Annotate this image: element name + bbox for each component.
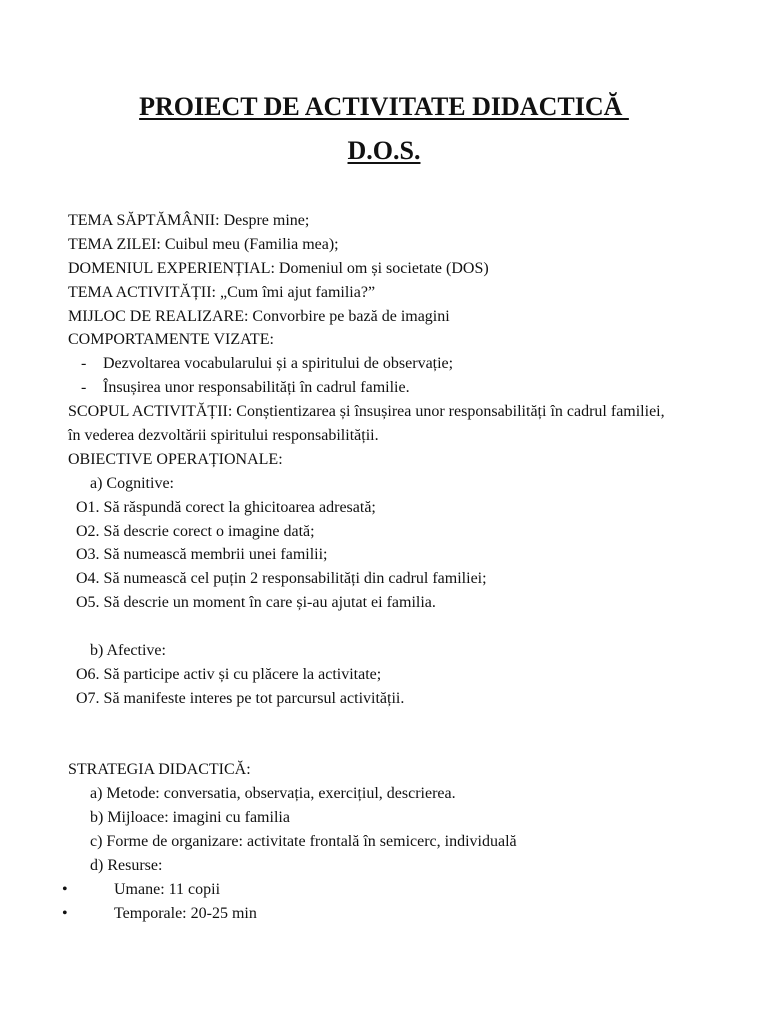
obiective-heading: OBIECTIVE OPERAȚIONALE:	[68, 450, 283, 468]
bullet-icon: •	[62, 880, 68, 898]
obiectiv-item: O1. Să răspundă corect la ghicitoarea adresată;	[76, 498, 376, 516]
dash-marker: -	[81, 355, 87, 373]
strategia-heading: STRATEGIA DIDACTICĂ:	[68, 761, 251, 779]
document-subtitle: D.O.S.	[347, 136, 421, 165]
obiectiv-item: O7. Să manifeste interes pe tot parcursul activității.	[76, 689, 405, 707]
comportament-item	[68, 352, 758, 376]
strategia-forme: c) Forme de organizare: activitate frontală în semicerc, individuală	[90, 833, 517, 851]
obiectiv-item: O4. Să numească cel puțin 2 responsabilități din cadrul familiei;	[76, 570, 487, 588]
resurse-text: Umane: 11 copii	[114, 880, 221, 898]
scopul-activitatii: SCOPUL ACTIVITĂȚII: Conștientizarea și însușirea unor responsabilități în cadrul familiei,	[68, 403, 665, 421]
comportamente-heading: COMPORTAMENTE VIZATE:	[68, 331, 274, 349]
strategia-resurse: d) Resurse:	[90, 857, 163, 875]
comportament-item	[68, 376, 758, 400]
document-title: PROIECT DE ACTIVITATE DIDACTICĂ	[139, 92, 629, 121]
mijloc-de-realizare: MIJLOC DE REALIZARE: Convorbire pe bază de imagini	[68, 307, 450, 325]
strategia-mijloace: b) Mijloace: imagini cu familia	[90, 809, 290, 827]
cognitive-heading: a) Cognitive:	[90, 474, 174, 492]
scopul-activitatii-cont: în vederea dezvoltării spiritului responsabilității.	[68, 427, 379, 445]
document-body	[62, 209, 758, 926]
spacer	[68, 615, 758, 639]
spacer	[68, 711, 758, 735]
resurse-item	[62, 902, 758, 926]
dash-marker: -	[81, 379, 87, 397]
tema-activitatii: TEMA ACTIVITĂȚII: „Cum îmi ajut familia?”	[68, 283, 376, 301]
comportament-text: Însușirea unor responsabilități în cadrul familie.	[103, 379, 410, 397]
obiectiv-item: O2. Să descrie corect o imagine dată;	[76, 522, 315, 540]
resurse-item	[62, 878, 758, 902]
bullet-icon: •	[62, 904, 68, 922]
afective-heading: b) Afective:	[90, 642, 166, 660]
strategia-metode: a) Metode: conversatia, observația, exercițiul, descrierea.	[90, 785, 456, 803]
spacer	[68, 735, 758, 759]
obiectiv-item: O5. Să descrie un moment în care și-au ajutat ei familia.	[76, 594, 436, 612]
resurse-text: Temporale: 20-25 min	[114, 904, 257, 922]
obiectiv-item: O6. Să participe activ și cu plăcere la activitate;	[76, 665, 382, 683]
tema-saptamanii: TEMA SĂPTĂMÂNII: Despre mine;	[68, 212, 310, 229]
tema-zilei: TEMA ZILEI: Cuibul meu (Familia mea);	[68, 235, 339, 253]
domeniul-experiential: DOMENIUL EXPERIENȚIAL: Domeniul om și societate (DOS)	[68, 259, 489, 277]
comportament-text: Dezvoltarea vocabularului și a spiritului de observație;	[103, 355, 454, 373]
obiectiv-item: O3. Să numească membrii unei familii;	[76, 546, 328, 564]
